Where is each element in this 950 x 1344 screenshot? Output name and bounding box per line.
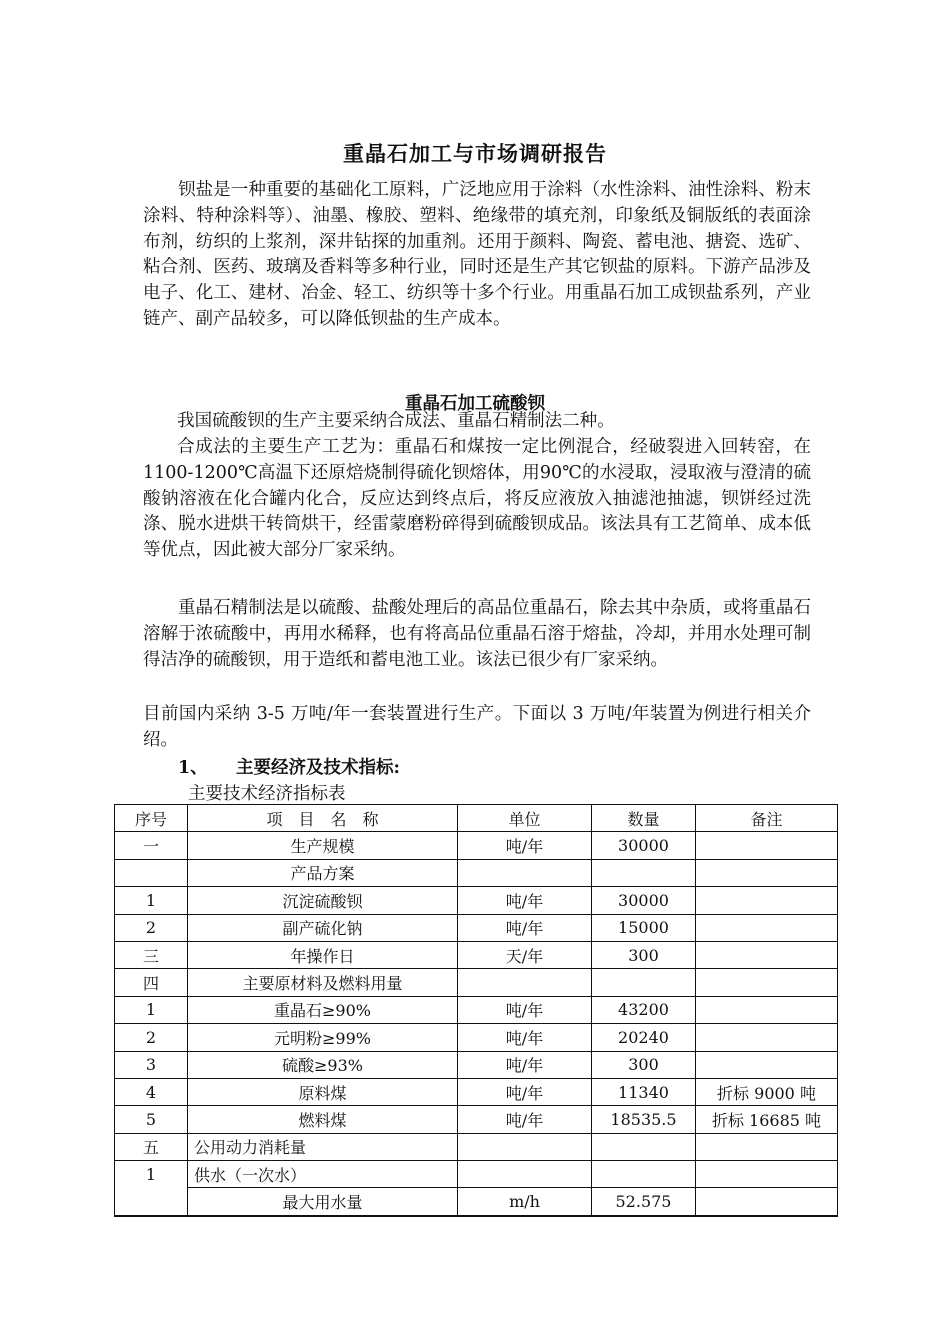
cell-quantity: [592, 969, 696, 996]
cell-quantity: 18535.5: [592, 1106, 696, 1133]
cell-unit: 吨/年: [458, 1024, 592, 1051]
cell-index: 1: [115, 996, 188, 1023]
cell-note: [696, 969, 838, 996]
cell-note: [696, 832, 838, 859]
cell-note: [696, 859, 838, 886]
cell-unit: 吨/年: [458, 996, 592, 1023]
section-heading: [178, 754, 400, 779]
cell-index: 3: [115, 1051, 188, 1078]
table-row: [115, 1051, 838, 1078]
cell-quantity: [592, 859, 696, 886]
table-row: [115, 1133, 838, 1160]
cell-unit: 吨/年: [458, 1051, 592, 1078]
table-row: [115, 996, 838, 1023]
cell-item: 产品方案: [188, 859, 458, 886]
table-row: [115, 887, 838, 914]
table-row: [115, 1078, 838, 1105]
cell-index: 一: [115, 832, 188, 859]
cell-index: 2: [115, 1024, 188, 1051]
cell-unit: [458, 859, 592, 886]
cell-item: 公用动力消耗量: [188, 1133, 458, 1160]
cell-item: 生产规模: [188, 832, 458, 859]
header-cell: 序号: [115, 805, 188, 832]
cell-index: 四: [115, 969, 188, 996]
table-caption: 主要技术经济指标表: [188, 784, 346, 804]
cell-note: [696, 1133, 838, 1160]
header-cell: 项 目 名 称: [188, 805, 458, 832]
cell-item: 沉淀硫酸钡: [188, 887, 458, 914]
table-row: [115, 1024, 838, 1051]
cell-index: 三: [115, 941, 188, 968]
cell-quantity: [592, 1133, 696, 1160]
table-row: [115, 1188, 838, 1216]
paragraph-methods: 我国硫酸钡的生产主要采纳合成法、重晶石精制法二种。: [177, 411, 615, 431]
cell-item: 原料煤: [188, 1078, 458, 1105]
cell-quantity: [592, 1161, 696, 1188]
cell-index: 4: [115, 1078, 188, 1105]
cell-item: 重晶石≥90%: [188, 996, 458, 1023]
cell-note: [696, 1161, 838, 1188]
paragraph-capacity: 目前国内采纳 3-5 万吨/年一套装置进行生产。下面以 3 万吨/年装置为例进行相关介绍。: [143, 704, 811, 750]
cell-quantity: 300: [592, 1051, 696, 1078]
cell-quantity: 30000: [592, 887, 696, 914]
cell-unit: 天/年: [458, 941, 592, 968]
header-cell: 数量: [592, 805, 696, 832]
cell-index: 1: [115, 887, 188, 914]
cell-quantity: 43200: [592, 996, 696, 1023]
cell-index: 5: [115, 1106, 188, 1133]
cell-item: 硫酸≥93%: [188, 1051, 458, 1078]
section-number: 1、: [178, 758, 208, 778]
section-title: 主要经济及技术指标:: [236, 758, 400, 778]
table-row: [115, 832, 838, 859]
cell-unit: 吨/年: [458, 1078, 592, 1105]
table-row: [115, 1161, 838, 1188]
table-row: [115, 859, 838, 886]
cell-note: [696, 1188, 838, 1216]
cell-quantity: 30000: [592, 832, 696, 859]
cell-item: 供水（一次水）: [188, 1161, 458, 1188]
cell-quantity: 52.575: [592, 1188, 696, 1216]
cell-quantity: 300: [592, 941, 696, 968]
cell-quantity: 15000: [592, 914, 696, 941]
cell-unit: 吨/年: [458, 832, 592, 859]
cell-item: 元明粉≥99%: [188, 1024, 458, 1051]
intro-paragraph: 钡盐是一种重要的基础化工原料，广泛地应用于涂料（水性涂料、油性涂料、粉末涂料、特种涂料等）、油墨、橡胶、塑料、绝缘带的填充剂，印象纸及铜版纸的表面涂布剂，纺织的上浆剂，深井钻探的加重剂。还用于颜料、陶瓷、蓄电池、搪瓷、选矿、粘合剂、医药、玻璃及香料等多种行业，同时还是生产其它钡盐的原料。下游产品涉及电子、化工、建材、冶金、轻工、纺织等十多个行业。用重晶石加工成钡盐系列，产业链产、副产品较多，可以降低钡盐的生产成本。: [143, 180, 811, 329]
cell-unit: 吨/年: [458, 914, 592, 941]
table-row: [115, 969, 838, 996]
paragraph-refining: 重晶石精制法是以硫酸、盐酸处理后的高品位重晶石，除去其中杂质，或将重晶石溶解于浓硫酸中，再用水稀释，也有将高品位重晶石溶于熔盐，冷却，并用水处理可制得洁净的硫酸钡，用于造纸和蓄电池工业。该法已很少有厂家采纳。: [143, 598, 811, 670]
paragraph-synthesis: 合成法的主要生产工艺为：重晶石和煤按一定比例混合，经破裂进入回转窑，在1100-1200℃高温下还原焙烧制得硫化钡熔体，用90℃的水浸取，浸取液与澄清的硫酸钠溶液在化合罐内化合，反应达到终点后，将反应液放入抽滤池抽滤，钡饼经过洗涤、脱水进烘干转筒烘干，经雷蒙磨粉碎得到硫酸钡成品。该法具有工艺简单、成本低等优点，因此被大部分厂家采纳。: [143, 437, 811, 561]
cell-note: 折标 9000 吨: [696, 1078, 838, 1105]
cell-index: 1: [115, 1161, 188, 1216]
cell-quantity: 11340: [592, 1078, 696, 1105]
cell-quantity: 20240: [592, 1024, 696, 1051]
cell-note: 折标 16685 吨: [696, 1106, 838, 1133]
table-header-row: [115, 805, 838, 832]
cell-note: [696, 996, 838, 1023]
cell-note: [696, 1024, 838, 1051]
cell-item: 最大用水量: [188, 1188, 458, 1216]
cell-note: [696, 941, 838, 968]
cell-unit: [458, 1133, 592, 1160]
cell-item: 主要原材料及燃料用量: [188, 969, 458, 996]
cell-note: [696, 887, 838, 914]
table-row: [115, 941, 838, 968]
cell-index: 2: [115, 914, 188, 941]
indicator-table: [114, 804, 838, 1217]
cell-unit: m/h: [458, 1188, 592, 1216]
cell-unit: 吨/年: [458, 1106, 592, 1133]
cell-item: 副产硫化钠: [188, 914, 458, 941]
table-row: [115, 914, 838, 941]
cell-note: [696, 1051, 838, 1078]
header-cell: 单位: [458, 805, 592, 832]
cell-item: 燃料煤: [188, 1106, 458, 1133]
cell-unit: 吨/年: [458, 887, 592, 914]
section-subtitle: 重晶石加工硫酸钡: [405, 394, 545, 414]
table-row: [115, 1106, 838, 1133]
cell-item: 年操作日: [188, 941, 458, 968]
header-cell: 备注: [696, 805, 838, 832]
cell-index: 五: [115, 1133, 188, 1160]
cell-index: [115, 859, 188, 886]
page-title: 重晶石加工与市场调研报告: [343, 141, 607, 166]
cell-unit: [458, 1161, 592, 1188]
cell-note: [696, 914, 838, 941]
cell-unit: [458, 969, 592, 996]
